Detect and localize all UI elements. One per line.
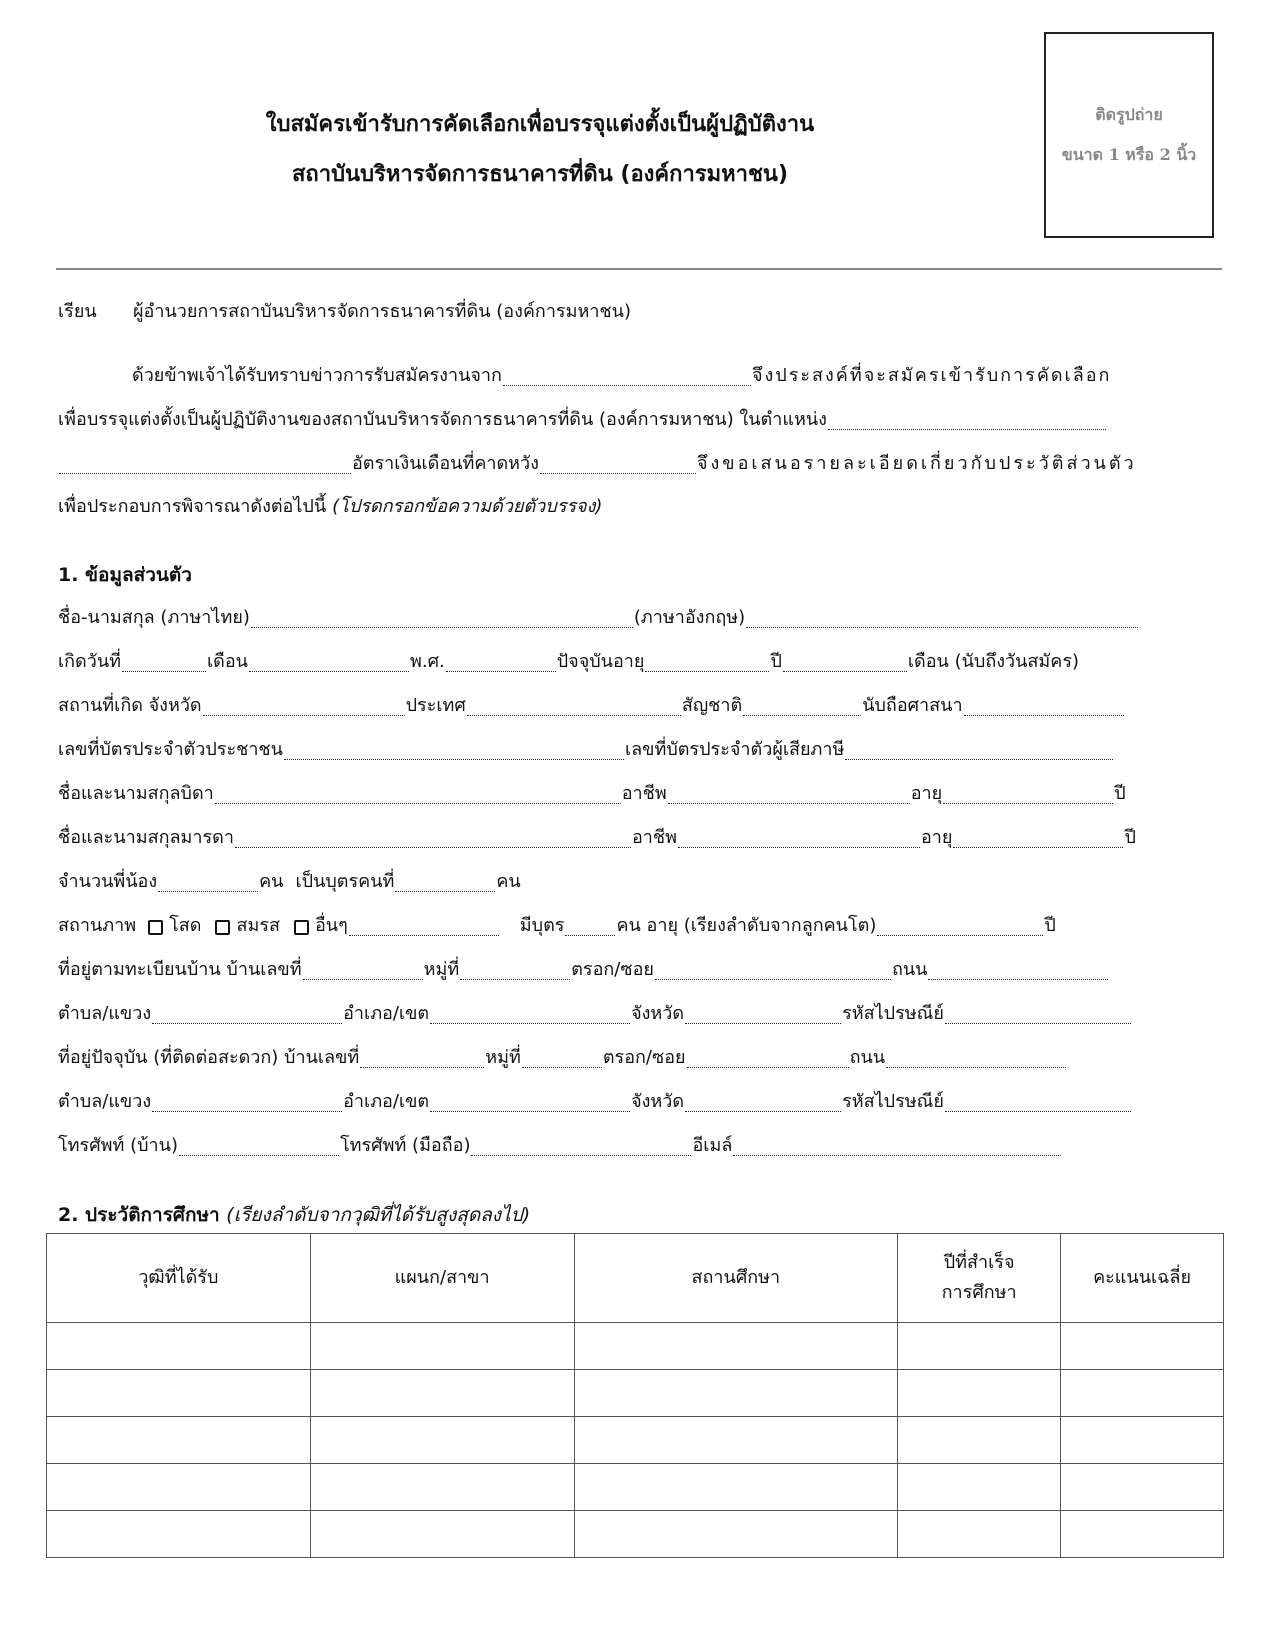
col-major: แผนก/สาขา bbox=[310, 1234, 574, 1323]
position-field[interactable] bbox=[828, 409, 1106, 430]
cur-moo-field[interactable] bbox=[522, 1047, 602, 1068]
to-label: เรียน bbox=[58, 301, 97, 322]
year-cell[interactable] bbox=[898, 1323, 1061, 1370]
mother-name-field[interactable] bbox=[235, 827, 631, 848]
age-years-unit: ปี bbox=[770, 651, 782, 672]
religion-field[interactable] bbox=[964, 695, 1124, 716]
intro-source-label: ด้วยข้าพเจ้าได้รับทราบข่าวการรับสมัครงานจาก bbox=[132, 365, 502, 386]
gpa-cell[interactable] bbox=[1061, 1417, 1224, 1464]
id-row bbox=[58, 735, 1114, 765]
birth-row bbox=[58, 647, 1079, 677]
col-school: สถานศึกษา bbox=[574, 1234, 898, 1323]
name-th-field[interactable] bbox=[251, 607, 633, 628]
birth-day-label: เกิดวันที่ bbox=[58, 651, 122, 672]
intro-paragraph-line4 bbox=[58, 492, 602, 522]
expected-salary-field[interactable] bbox=[540, 453, 696, 474]
col-gpa: คะแนนเฉลี่ย bbox=[1061, 1234, 1224, 1323]
education-table bbox=[46, 1233, 1224, 1558]
reg-road-label: ถนน bbox=[891, 959, 928, 980]
cur-province-label: จังหวัด bbox=[631, 1091, 685, 1112]
major-cell[interactable] bbox=[310, 1417, 574, 1464]
single-label: โสด bbox=[169, 915, 202, 936]
education-row bbox=[47, 1511, 1224, 1558]
birth-day-field[interactable] bbox=[122, 651, 206, 672]
current-area-row bbox=[58, 1087, 1132, 1117]
reg-house-no-field[interactable] bbox=[303, 959, 423, 980]
married-checkbox[interactable] bbox=[215, 920, 230, 935]
cur-postcode-label: รหัสไปรษณีย์ bbox=[842, 1091, 944, 1112]
reg-moo-field[interactable] bbox=[460, 959, 570, 980]
news-source-field[interactable] bbox=[503, 365, 751, 386]
name-row bbox=[58, 603, 1139, 633]
birthplace-label: สถานที่เกิด จังหวัด bbox=[58, 695, 202, 716]
intro-paragraph-line1 bbox=[58, 361, 1111, 391]
reg-province-field[interactable] bbox=[685, 1003, 841, 1024]
mother-age-label: อายุ bbox=[920, 827, 953, 848]
religion-label: นับถือศาสนา bbox=[862, 695, 963, 716]
year-cell[interactable] bbox=[898, 1464, 1061, 1511]
education-row bbox=[47, 1323, 1224, 1370]
degree-cell[interactable] bbox=[47, 1464, 311, 1511]
father-age-label: อายุ bbox=[910, 783, 943, 804]
father-name-label: ชื่อและนามสกุลบิดา bbox=[58, 783, 214, 804]
col-degree: วุฒิที่ได้รับ bbox=[47, 1234, 311, 1323]
form-title-line2: สถาบันบริหารจัดการธนาคารที่ดิน (องค์การมหาชน) bbox=[291, 162, 789, 187]
intro-print-note: (โปรดกรอกข้อความด้วยตัวบรรจง) bbox=[332, 496, 603, 517]
father-age-field[interactable] bbox=[943, 783, 1113, 804]
degree-cell[interactable] bbox=[47, 1511, 311, 1558]
status-label: สถานภาพ bbox=[58, 915, 137, 936]
reg-district-field[interactable] bbox=[430, 1003, 630, 1024]
married-label: สมรส bbox=[236, 915, 280, 936]
birthplace-row bbox=[58, 691, 1125, 721]
home-phone-field[interactable] bbox=[179, 1135, 339, 1156]
photo-box bbox=[1044, 32, 1214, 238]
section2-heading bbox=[58, 1200, 530, 1230]
intro-consider-label: เพื่อประกอบการพิจารณาดังต่อไปนี้ bbox=[58, 496, 327, 517]
other-status-field[interactable] bbox=[349, 915, 499, 936]
photo-size-label: ขนาด 1 หรือ 2 นิ้ว bbox=[1061, 145, 1197, 164]
children-label: มีบุตร bbox=[519, 915, 565, 936]
mother-age-unit: ปี bbox=[1124, 827, 1136, 848]
school-cell[interactable] bbox=[574, 1417, 898, 1464]
col-graduation-year-line1: ปีที่สำเร็จ bbox=[943, 1252, 1015, 1273]
birth-province-field[interactable] bbox=[203, 695, 405, 716]
reg-road-field[interactable] bbox=[928, 959, 1108, 980]
tax-id-field[interactable] bbox=[845, 739, 1113, 760]
reg-house-no-label: ที่อยู่ตามทะเบียนบ้าน บ้านเลขที่ bbox=[58, 959, 302, 980]
school-cell[interactable] bbox=[574, 1511, 898, 1558]
reg-soi-field[interactable] bbox=[655, 959, 891, 980]
intro-paragraph-line2 bbox=[58, 405, 1107, 435]
age-now-label: ปัจจุบันอายุ bbox=[556, 651, 645, 672]
mother-name-label: ชื่อและนามสกุลมารดา bbox=[58, 827, 234, 848]
mother-occupation-label: อาชีพ bbox=[631, 827, 677, 848]
reg-postcode-field[interactable] bbox=[945, 1003, 1131, 1024]
school-cell[interactable] bbox=[574, 1464, 898, 1511]
name-en-field[interactable] bbox=[746, 607, 1138, 628]
reg-subdistrict-field[interactable] bbox=[152, 1003, 342, 1024]
intro-intent-label: จึงประสงค์ที่จะสมัครเข้ารับการคัดเลือก bbox=[751, 365, 1112, 386]
cur-house-no-label: ที่อยู่ปัจจุบัน (ที่ติดต่อสะดวก) บ้านเลขที่ bbox=[58, 1047, 360, 1068]
cur-subdistrict-field[interactable] bbox=[152, 1091, 342, 1112]
cur-soi-label: ตรอก/ซอย bbox=[602, 1047, 686, 1068]
country-field[interactable] bbox=[467, 695, 681, 716]
birth-month-label: เดือน bbox=[207, 651, 248, 672]
siblings-unit: คน bbox=[259, 871, 284, 892]
gpa-cell[interactable] bbox=[1061, 1511, 1224, 1558]
intro-position-label: เพื่อบรรจุแต่งตั้งเป็นผู้ปฏิบัติงานของสถาบันบริหารจัดการธนาคารที่ดิน (องค์การมหาชน) ในตำแหน่ง bbox=[58, 409, 827, 430]
current-address-row bbox=[58, 1043, 1067, 1073]
mother-occupation-field[interactable] bbox=[678, 827, 920, 848]
father-occupation-field[interactable] bbox=[668, 783, 910, 804]
major-cell[interactable] bbox=[310, 1370, 574, 1417]
father-occupation-label: อาชีพ bbox=[621, 783, 667, 804]
child-no-field[interactable] bbox=[395, 871, 495, 892]
marital-status-row bbox=[58, 911, 1056, 941]
home-phone-label: โทรศัพท์ (บ้าน) bbox=[58, 1135, 178, 1156]
salary-label: อัตราเงินเดือนที่คาดหวัง bbox=[352, 453, 539, 474]
education-row bbox=[47, 1417, 1224, 1464]
cur-district-field[interactable] bbox=[430, 1091, 630, 1112]
section2-note: (เรียงลำดับจากวุฒิที่ได้รับสูงสุดลงไป) bbox=[226, 1204, 531, 1226]
name-th-label: ชื่อ-นามสกุล (ภาษาไทย) bbox=[58, 607, 250, 628]
nationality-field[interactable] bbox=[743, 695, 861, 716]
intro-paragraph-line3 bbox=[58, 449, 1137, 479]
mobile-phone-field[interactable] bbox=[471, 1135, 691, 1156]
section2-title: 2. ประวัติการศึกษา bbox=[58, 1204, 220, 1226]
cur-road-label: ถนน bbox=[849, 1047, 886, 1068]
age-years-field[interactable] bbox=[645, 651, 769, 672]
mobile-phone-label: โทรศัพท์ (มือถือ) bbox=[339, 1135, 471, 1156]
education-row bbox=[47, 1464, 1224, 1511]
cur-road-field[interactable] bbox=[886, 1047, 1066, 1068]
education-header-row bbox=[47, 1234, 1224, 1323]
mother-row bbox=[58, 823, 1136, 853]
siblings-row bbox=[58, 867, 521, 897]
father-age-unit: ปี bbox=[1114, 783, 1126, 804]
reg-moo-label: หมู่ที่ bbox=[423, 959, 460, 980]
siblings-label: จำนวนพี่น้อง bbox=[58, 871, 158, 892]
year-cell[interactable] bbox=[898, 1370, 1061, 1417]
age-months-field[interactable] bbox=[783, 651, 907, 672]
birth-year-field[interactable] bbox=[446, 651, 556, 672]
cur-province-field[interactable] bbox=[685, 1091, 841, 1112]
children-count-field[interactable] bbox=[565, 915, 615, 936]
col-graduation-year-line2: การศึกษา bbox=[941, 1282, 1017, 1303]
education-row bbox=[47, 1370, 1224, 1417]
major-cell[interactable] bbox=[310, 1511, 574, 1558]
age-months-label: เดือน (นับถึงวันสมัคร) bbox=[907, 651, 1080, 672]
birth-month-field[interactable] bbox=[249, 651, 409, 672]
reg-district-label: อำเภอ/เขต bbox=[343, 1003, 430, 1024]
children-age-unit: ปี bbox=[1044, 915, 1056, 936]
degree-cell[interactable] bbox=[47, 1323, 311, 1370]
father-row bbox=[58, 779, 1126, 809]
form-title-line1: ใบสมัครเข้ารับการคัดเลือกเพื่อบรรจุแต่งตั้งเป็นผู้ปฏิบัติงาน bbox=[265, 112, 815, 137]
country-label: ประเทศ bbox=[405, 695, 466, 716]
cur-moo-label: หมู่ที่ bbox=[485, 1047, 521, 1068]
registered-address-row bbox=[58, 955, 1109, 985]
name-en-label: (ภาษาอังกฤษ) bbox=[633, 607, 746, 628]
registered-area-row bbox=[58, 999, 1132, 1029]
children-age-field[interactable] bbox=[877, 915, 1043, 936]
col-graduation-year bbox=[898, 1234, 1061, 1323]
child-no-label: เป็นบุตรคนที่ bbox=[295, 871, 395, 892]
cur-postcode-field[interactable] bbox=[945, 1091, 1131, 1112]
tax-id-label: เลขที่บัตรประจำตัวผู้เสียภาษี bbox=[624, 739, 845, 760]
email-label: อีเมล์ bbox=[692, 1135, 733, 1156]
major-cell[interactable] bbox=[310, 1464, 574, 1511]
year-cell[interactable] bbox=[898, 1511, 1061, 1558]
addressee-line bbox=[58, 297, 631, 327]
mother-age-field[interactable] bbox=[953, 827, 1123, 848]
reg-soi-label: ตรอก/ซอย bbox=[571, 959, 654, 980]
reg-province-label: จังหวัด bbox=[631, 1003, 685, 1024]
major-cell[interactable] bbox=[310, 1323, 574, 1370]
school-cell[interactable] bbox=[574, 1323, 898, 1370]
id-card-field[interactable] bbox=[284, 739, 624, 760]
child-no-unit: คน bbox=[496, 871, 521, 892]
email-field[interactable] bbox=[733, 1135, 1061, 1156]
section1-heading: 1. ข้อมูลส่วนตัว bbox=[58, 564, 192, 586]
children-age-label: คน อายุ (เรียงลำดับจากลูกคนโต) bbox=[616, 915, 877, 936]
school-cell[interactable] bbox=[574, 1370, 898, 1417]
cur-house-no-field[interactable] bbox=[360, 1047, 484, 1068]
degree-cell[interactable] bbox=[47, 1370, 311, 1417]
photo-label: ติดรูปถ่าย bbox=[1095, 105, 1163, 124]
year-cell[interactable] bbox=[898, 1417, 1061, 1464]
other-status-label: อื่นๆ bbox=[315, 915, 348, 936]
position-field-continued[interactable] bbox=[59, 453, 351, 474]
birth-year-label: พ.ศ. bbox=[410, 651, 445, 672]
cur-district-label: อำเภอ/เขต bbox=[343, 1091, 430, 1112]
single-checkbox[interactable] bbox=[148, 920, 163, 935]
cur-subdistrict-label: ตำบล/แขวง bbox=[58, 1091, 152, 1112]
degree-cell[interactable] bbox=[47, 1417, 311, 1464]
to-value: ผู้อำนวยการสถาบันบริหารจัดการธนาคารที่ดิน (องค์การมหาชน) bbox=[133, 301, 631, 322]
reg-postcode-label: รหัสไปรษณีย์ bbox=[842, 1003, 944, 1024]
intro-details-label: จึงขอเสนอรายละเอียดเกี่ยวกับประวัติส่วนตัว bbox=[696, 453, 1137, 474]
nationality-label: สัญชาติ bbox=[681, 695, 743, 716]
reg-subdistrict-label: ตำบล/แขวง bbox=[58, 1003, 152, 1024]
gpa-cell[interactable] bbox=[1061, 1464, 1224, 1511]
father-name-field[interactable] bbox=[215, 783, 621, 804]
cur-soi-field[interactable] bbox=[687, 1047, 849, 1068]
header-divider bbox=[56, 268, 1222, 270]
id-card-label: เลขที่บัตรประจำตัวประชาชน bbox=[58, 739, 283, 760]
gpa-cell[interactable] bbox=[1061, 1370, 1224, 1417]
gpa-cell[interactable] bbox=[1061, 1323, 1224, 1370]
other-status-checkbox[interactable] bbox=[294, 920, 309, 935]
contact-row bbox=[58, 1131, 1062, 1161]
siblings-field[interactable] bbox=[158, 871, 258, 892]
